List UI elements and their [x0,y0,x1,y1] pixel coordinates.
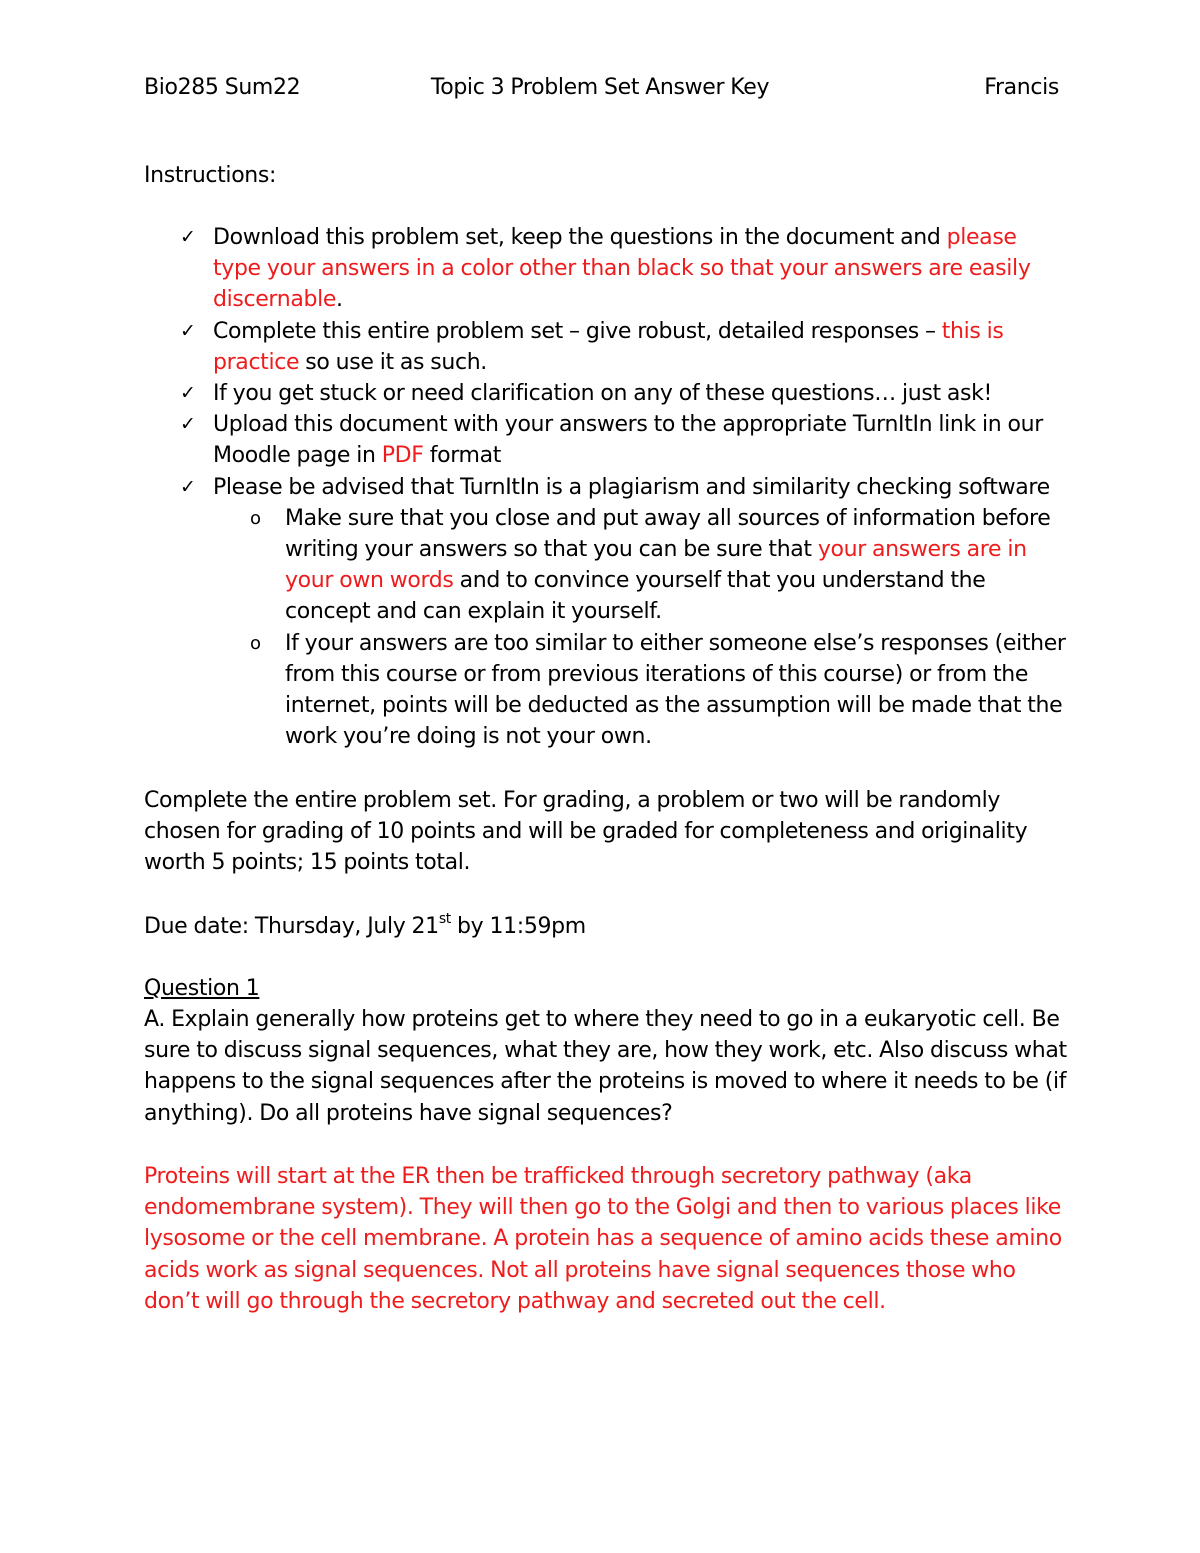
instruction-text: format [423,443,502,469]
instruction-subitem [144,628,1070,753]
circle-bullet-icon: o [250,632,261,654]
due-date-ordinal: st [438,910,451,927]
instruction-text: Make sure that you close and put away all sources of information before writing your answers so that you can be sure that [285,505,1051,563]
checkmark-icon: ✓ [180,319,196,342]
instructions-heading: Instructions: [144,163,277,188]
header-course: Bio285 Sum22 [144,75,301,100]
instruction-subitem [144,503,1070,628]
instruction-item [144,222,1070,316]
checkmark-icon: ✓ [180,475,196,498]
due-date [144,911,1070,942]
header-author: Francis [984,75,1059,100]
instruction-item [144,472,1070,503]
question-1-text: A. Explain generally how proteins get to where they need to go in a eukaryotic cell. Be sure to discuss signal sequences, what they are, how they work, etc. Also discuss what happens to the signal sequences after the proteins is moved to where it needs to be (if anything). Do all proteins have signal sequences? [144,1007,1067,1126]
instruction-text: . [336,287,343,313]
instruction-text: If you get stuck or need clarification on any of these questions… just ask! [213,381,993,407]
instruction-item [144,316,1070,378]
circle-bullet-icon: o [250,507,261,529]
checkmark-icon: ✓ [180,382,196,405]
highlighted-text: please type your answers in a color other than black so that your answers are easily discernable [213,225,1031,313]
grading-paragraph: Complete the entire problem set. For grading, a problem or two will be randomly chosen for grading of 10 points and will be graded for completeness and originality worth 5 points; 15 points total. [144,788,1028,876]
instruction-item [144,409,1070,471]
instruction-text: and to convince yourself that you understand the concept and can explain it yourself. [285,568,986,625]
instructions-list [144,222,1070,752]
highlighted-text: this is practice [213,318,1004,375]
question-1-answer: Proteins will start at the ER then be trafficked through secretory pathway (aka endomembrane system). They will then go to the Golgi and then to various places like lysosome or the cell membrane. A protein has a sequence of amino acids these amino acids work as signal sequences. Not all proteins have signal sequences those who don’t will go through the secretory pathway and secreted out the cell. [144,1164,1062,1314]
instruction-text: Complete this entire problem set – give robust, detailed responses – [213,318,942,344]
instruction-text: If your answers are too similar to either someone else’s responses (either from this course or from previous iterations of this course) or from the internet, points will be deducted as the assumption will be made that the work you’re doing is not your own. [285,630,1066,750]
question-1-title: Question 1 [144,976,260,1001]
checkmark-icon: ✓ [180,226,196,248]
due-date-time: by 11:59pm [450,914,586,939]
instruction-text: so use it as such. [299,349,487,375]
instruction-item [144,378,1070,409]
checkmark-icon: ✓ [180,413,196,436]
instruction-text: Please be advised that TurnItIn is a plagiarism and similarity checking software [213,474,1050,500]
highlighted-text: your answers are in your own words [285,537,1027,594]
highlighted-text: PDF [381,443,424,469]
instruction-text: Download this problem set, keep the questions in the document and [213,225,947,250]
header-title: Topic 3 Problem Set Answer Key [430,75,770,100]
due-date-text: Due date: Thursday, July 21 [144,914,439,939]
instruction-text: Upload this document with your answers to the appropriate TurnItIn link in our Moodle page in [213,412,1043,469]
